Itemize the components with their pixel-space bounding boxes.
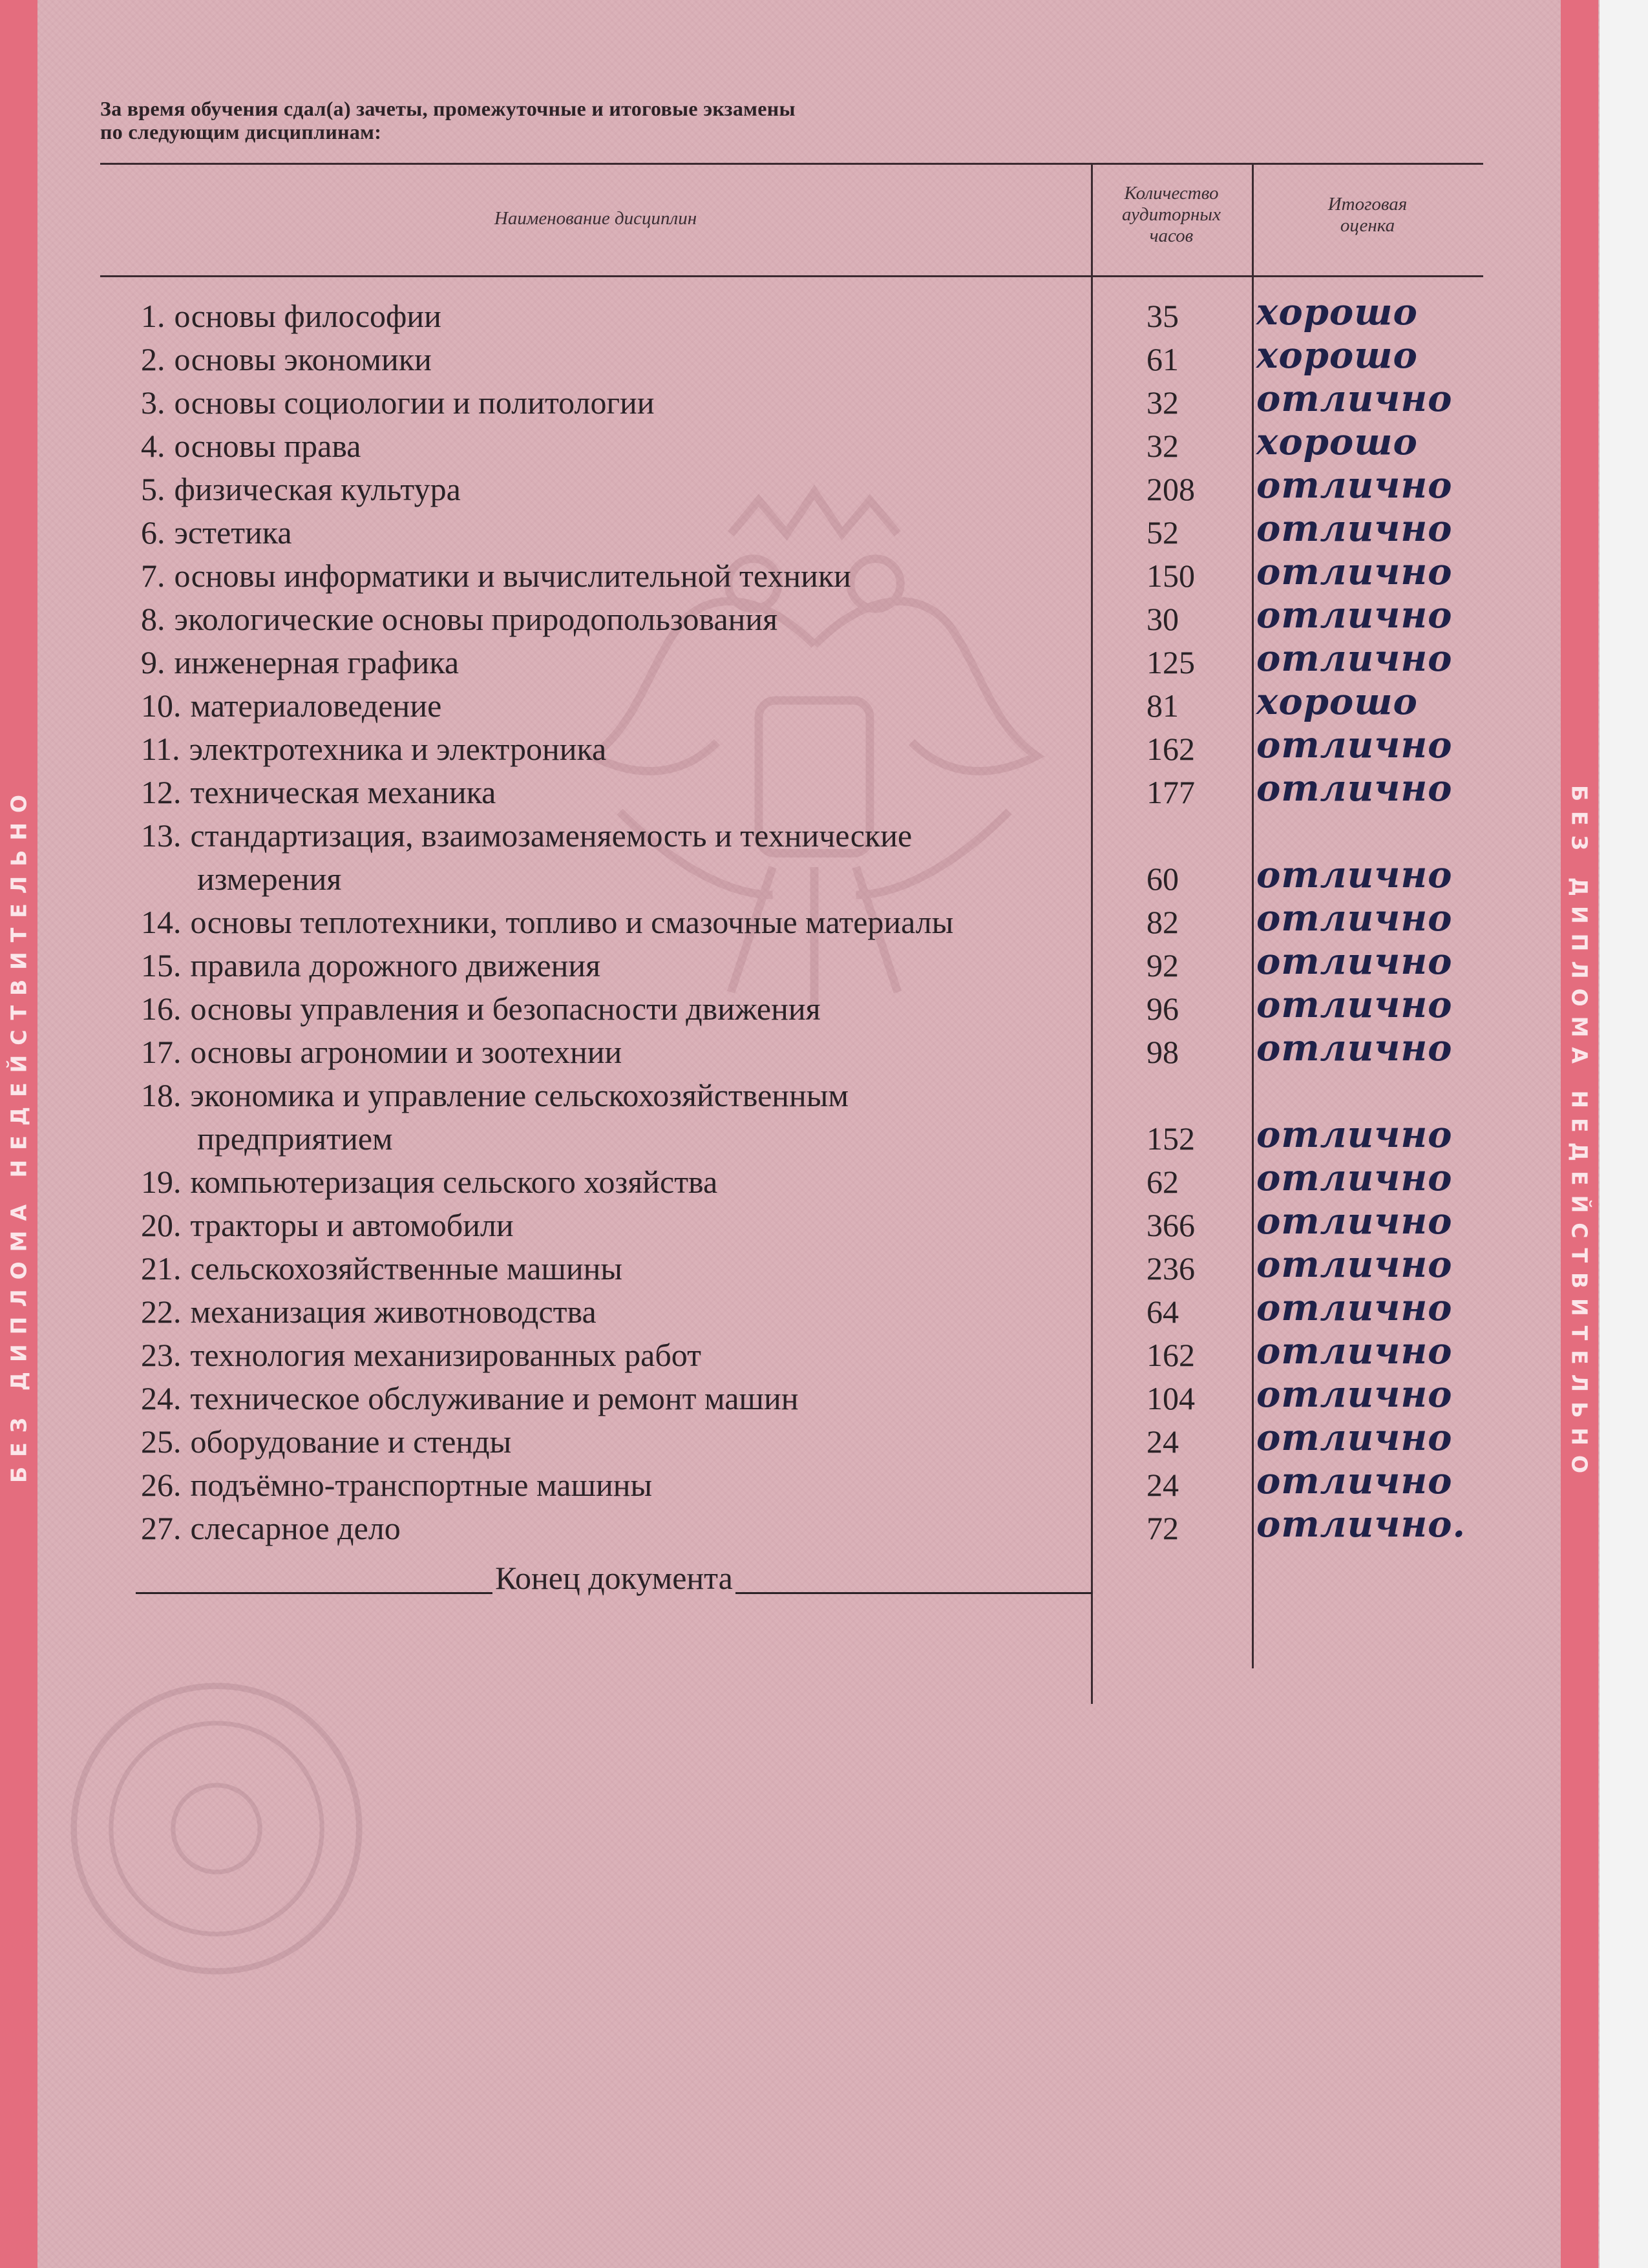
column-header-hours [1091,183,1252,247]
handwritten-grade: хорошо [1256,680,1418,723]
column-header-discipline: Наименование дисциплин [494,208,697,229]
row-number: 16. [141,991,182,1027]
handwritten-grade: отлично [1256,1373,1453,1416]
table-row-discipline [141,814,1097,857]
hours-value: 104 [1146,1380,1195,1416]
handwritten-grade: отлично [1256,940,1453,983]
column-header-hours-line-2: аудиторных [1122,204,1221,225]
stamp-seal-watermark-icon [61,1674,372,1984]
table-row-discipline [141,511,1097,554]
table-row-discipline [141,1507,1097,1550]
table-row-discipline [141,598,1097,641]
table-row-discipline [141,1290,1097,1334]
handwritten-grade: отлично [1256,854,1453,896]
row-number: 27. [141,1510,182,1546]
table-row-discipline [141,987,1097,1031]
discipline-name: основы теплотехники, топливо и смазочные материалы [190,904,954,940]
discipline-name: эстетика [174,514,292,551]
table-row-discipline [141,554,1097,598]
table-row-discipline [141,1160,1097,1204]
row-number: 11. [141,731,180,767]
column-header-hours-line-3: часов [1149,226,1194,246]
left-band-text: БЕЗ ДИПЛОМА НЕДЕЙСТВИТЕЛЬНО [6,784,32,1484]
row-number: 4. [141,428,165,464]
discipline-name: экономика и управление сельскохозяйственным [190,1077,849,1113]
hours-value: 92 [1146,947,1179,983]
column-header-grade-line-2: оценка [1340,215,1395,236]
handwritten-grade: отлично [1256,551,1453,593]
table-row-discipline [141,338,1097,381]
row-number: 8. [141,601,165,637]
right-security-band [1561,0,1598,2268]
table-header-rule [100,275,1483,277]
row-number: 9. [141,644,165,680]
hours-value: 152 [1146,1120,1195,1157]
discipline-name: оборудование и стенды [190,1423,512,1460]
table-row-discipline [141,468,1097,511]
discipline-name: стандартизация, взаимозаменяемость и технические [190,817,913,854]
discipline-name: электротехника и электроника [189,731,607,767]
table-row-discipline [141,425,1097,468]
handwritten-grade: отлично [1256,1243,1453,1286]
handwritten-grade: отлично. [1256,1503,1466,1546]
table-row-discipline [141,1247,1097,1290]
discipline-name: основы философии [174,298,441,334]
discipline-name: механизация животноводства [190,1294,597,1330]
scan-margin [1600,0,1648,2268]
row-number: 6. [141,514,165,551]
handwritten-grade: отлично [1256,1157,1453,1199]
hours-value: 35 [1146,298,1179,334]
row-number: 23. [141,1337,182,1373]
hours-value: 60 [1146,861,1179,897]
hours-value: 52 [1146,514,1179,551]
row-number: 3. [141,384,165,421]
hours-value: 162 [1146,731,1195,767]
end-of-document-line [136,1559,1092,1597]
row-number: 22. [141,1294,182,1330]
row-number: 20. [141,1207,182,1243]
handwritten-grade: отлично [1256,767,1453,810]
handwritten-grade: отлично [1256,637,1453,680]
table-row-discipline [141,641,1097,684]
handwritten-grade: хорошо [1256,291,1418,333]
discipline-name: техническая механика [190,774,496,810]
table-row-discipline [141,728,1097,771]
discipline-name: экологические основы природопользования [174,601,778,637]
discipline-name: основы управления и безопасности движения [190,991,821,1027]
discipline-name: технология механизированных работ [190,1337,702,1373]
hours-value: 72 [1146,1510,1179,1546]
hours-value: 32 [1146,428,1179,464]
row-number: 2. [141,341,165,377]
column-header-grade [1252,194,1483,236]
hours-value: 24 [1146,1467,1179,1503]
end-line-right-rule [735,1562,1092,1594]
grade-column-divider [1252,163,1254,1668]
row-number: 5. [141,471,165,507]
table-row-discipline [141,684,1097,728]
table-row-discipline [141,1377,1097,1420]
row-number: 18. [141,1077,182,1113]
handwritten-grade: отлично [1256,1286,1453,1329]
handwritten-grade: хорошо [1256,421,1418,463]
row-number: 25. [141,1423,182,1460]
handwritten-grade: отлично [1256,1200,1453,1243]
hours-value: 32 [1146,384,1179,421]
table-row-discipline [141,1420,1097,1464]
handwritten-grade: хорошо [1256,334,1418,377]
hours-value: 30 [1146,601,1179,637]
table-row-discipline [141,295,1097,338]
discipline-name: основы права [174,428,361,464]
column-header-hours-line-1: Количество [1124,183,1219,204]
row-number: 17. [141,1034,182,1070]
discipline-name: компьютеризация сельского хозяйства [190,1164,718,1200]
discipline-name-continuation: предприятием [197,1120,393,1157]
table-row-discipline [141,1334,1097,1377]
handwritten-grade: отлично [1256,1027,1453,1069]
row-number: 26. [141,1467,182,1503]
discipline-name: правила дорожного движения [190,947,601,983]
table-row-discipline [141,771,1097,814]
hours-value: 162 [1146,1337,1195,1373]
handwritten-grade: отлично [1256,594,1453,636]
discipline-name: основы социологии и политологии [174,384,655,421]
table-row-discipline [141,381,1097,425]
column-header-grade-line-1: Итоговая [1327,194,1408,215]
hours-value: 125 [1146,644,1195,680]
end-of-document-text: Конец документа [495,1560,733,1596]
handwritten-grade: отлично [1256,983,1453,1026]
table-row-discipline [141,1074,1097,1117]
row-number: 1. [141,298,165,334]
end-line-left-rule [136,1562,492,1594]
discipline-name: физическая культура [174,471,461,507]
table-row-discipline [141,901,1097,944]
table-row-discipline [141,1464,1097,1507]
hours-value: 62 [1146,1164,1179,1200]
discipline-name: основы информатики и вычислительной техники [174,558,851,594]
intro-text [100,97,796,143]
hours-value: 366 [1146,1207,1195,1243]
hours-value: 98 [1146,1034,1179,1070]
discipline-name: тракторы и автомобили [190,1207,514,1243]
discipline-name: слесарное дело [190,1510,401,1546]
row-number: 14. [141,904,182,940]
hours-value: 177 [1146,774,1195,810]
handwritten-grade: отлично [1256,1330,1453,1372]
handwritten-grade: отлично [1256,724,1453,766]
row-number: 13. [141,817,182,854]
hours-value: 61 [1146,341,1179,377]
hours-value: 150 [1146,558,1195,594]
intro-line-2: по следующим дисциплинам: [100,120,382,143]
table-row-discipline [141,944,1097,987]
discipline-name: инженерная графика [174,644,460,680]
handwritten-grade: отлично [1256,464,1453,507]
discipline-name: техническое обслуживание и ремонт машин [190,1380,799,1416]
hours-value: 236 [1146,1250,1195,1286]
handwritten-grade: отлично [1256,897,1453,940]
table-row-discipline [141,1031,1097,1074]
intro-line-1: За время обучения сдал(а) зачеты, промежуточные и итоговые экзамены [100,97,796,120]
row-number: 15. [141,947,182,983]
row-number: 7. [141,558,165,594]
row-number: 24. [141,1380,182,1416]
handwritten-grade: отлично [1256,1460,1453,1502]
handwritten-grade: отлично [1256,1113,1453,1156]
hours-value: 82 [1146,904,1179,940]
discipline-name-continuation: измерения [197,861,342,897]
right-band-text: БЕЗ ДИПЛОМА НЕДЕЙСТВИТЕЛЬНО [1567,784,1592,1484]
discipline-name: основы агрономии и зоотехнии [190,1034,622,1070]
row-number: 10. [141,688,182,724]
table-row-discipline [141,1204,1097,1247]
discipline-name: подъёмно-транспортные машины [190,1467,653,1503]
handwritten-grade: отлично [1256,377,1453,420]
table-top-rule [100,163,1483,165]
row-number: 12. [141,774,182,810]
row-number: 19. [141,1164,182,1200]
discipline-name: основы экономики [174,341,432,377]
hours-value: 96 [1146,991,1179,1027]
hours-value: 208 [1146,471,1195,507]
hours-value: 81 [1146,688,1179,724]
handwritten-grade: отлично [1256,1416,1453,1459]
hours-value: 64 [1146,1294,1179,1330]
discipline-name: сельскохозяйственные машины [190,1250,623,1286]
left-security-band [0,0,37,2268]
row-number: 21. [141,1250,182,1286]
hours-value: 24 [1146,1423,1179,1460]
discipline-name: материаловедение [190,688,442,724]
handwritten-grade: отлично [1256,507,1453,550]
